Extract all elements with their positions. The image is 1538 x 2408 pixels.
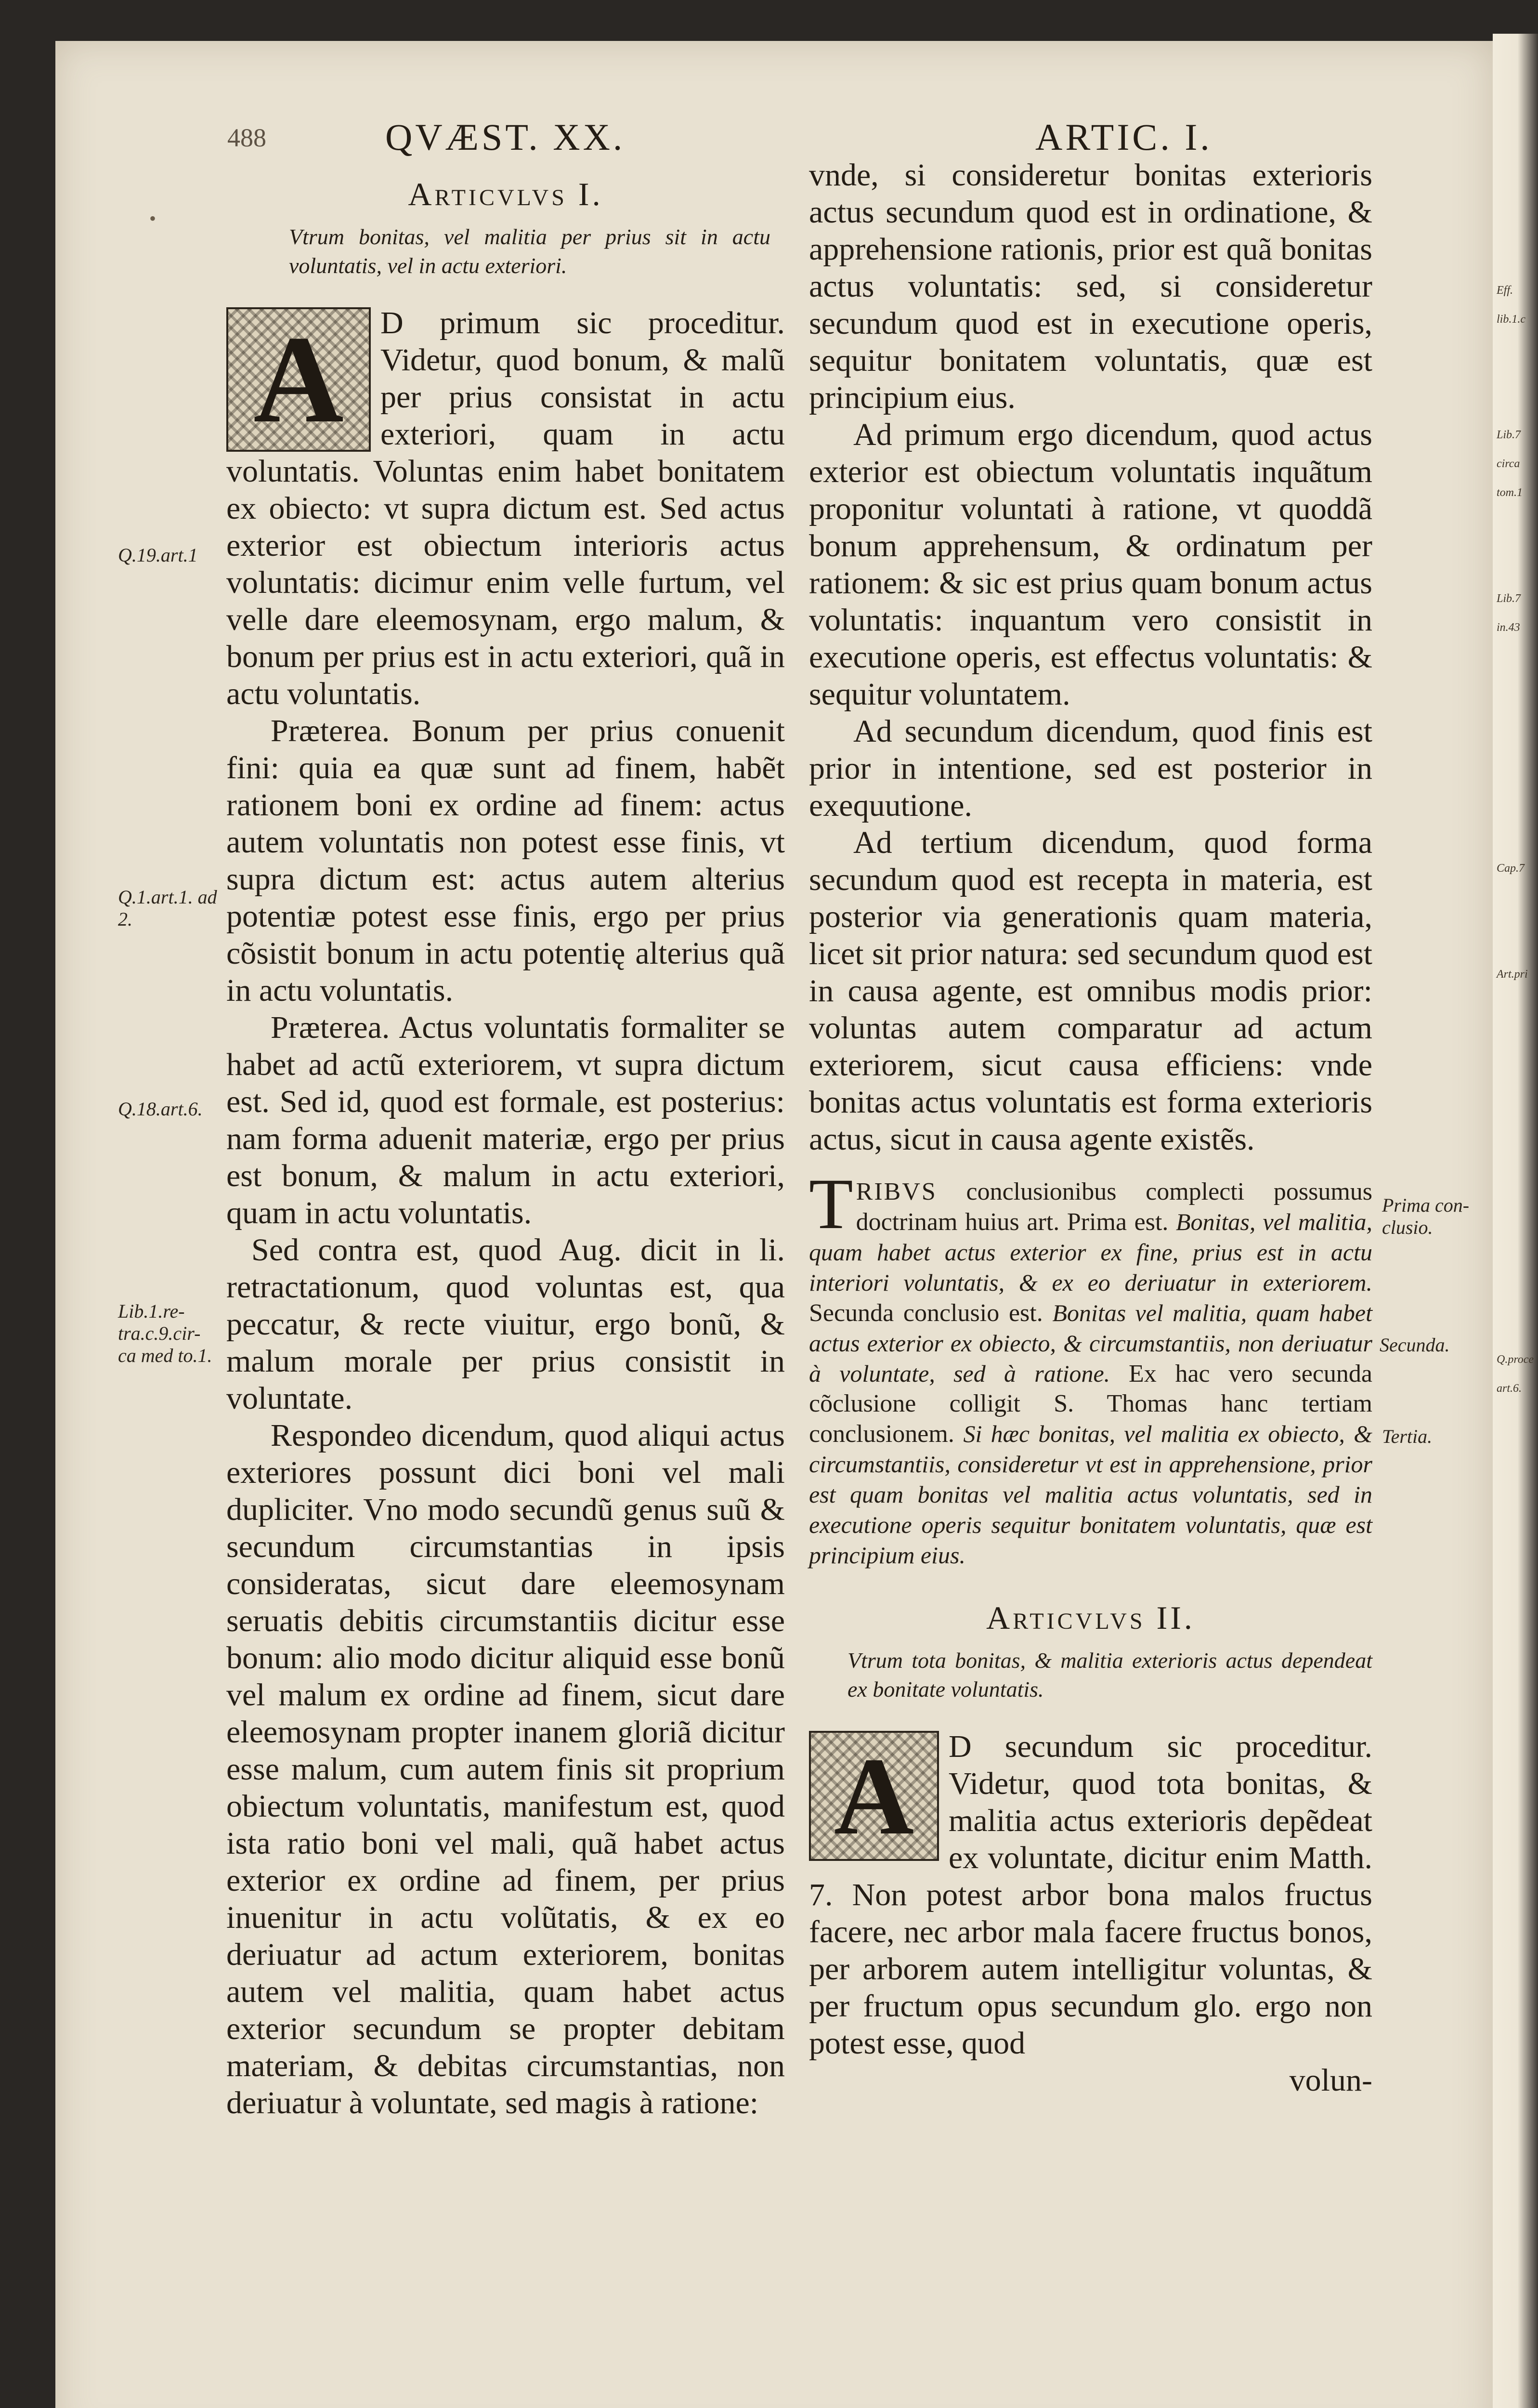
commentary-block xyxy=(809,1164,1373,1570)
decorated-initial: A xyxy=(226,307,371,452)
conclusion-1: Bonitas, vel malitia, quam habet actus exterior ex fine, prius est in actu interiori voluntatis, & ex eo deriuatur in exteriorem. xyxy=(809,1208,1373,1296)
reply-1: Ad primum ergo dicendum, quod actus exterior est obiectum voluntatis inquãtum proponitur voluntati à ratione, vt quoddã bonum apprehensum, & ordinatum per rationem: & sic est prius quam bonum actus voluntatis: inquantum vero consistit in executione operis, est effectus voluntatis: & sequitur voluntatem. xyxy=(809,417,1372,712)
margin-note-conclusion: Secunda. xyxy=(1380,1334,1450,1356)
left-column xyxy=(226,176,785,2121)
conclusion-2: Bonitas vel malitia, quam habet actus exterior ex obiecto, & circumstantiis, non deriuatur à voluntate, sed à ratione. xyxy=(809,1299,1372,1387)
decorated-initial: A xyxy=(809,1731,939,1861)
right-column xyxy=(809,157,1372,2099)
running-header-question: QVÆST. XX. xyxy=(385,116,626,158)
margin-note-reference: Lib.1.re- tra.c.9.cir- ca med to.1. xyxy=(118,1300,212,1366)
objection-1: D primum sic proceditur. Videtur, quod bonum, & malũ per prius consistat in actu exteriori, quam in actu voluntatis. Voluntas enim habet bonitatem ex obiecto: vt supra dictum est. Sed actus exterior est obiectum interioris actus voluntatis: dicimur enim velle furtum, vel velle dare eleemosynam, ergo malum, & bonum per prius est in actu exteriori, quã in actu voluntatis. xyxy=(226,305,785,711)
sed-contra: Sed contra est, quod Aug. dicit in li. retractationum, quod voluntas est, qua peccatur, & recte viuitur, ergo bonũ, & malum morale per prius consistit in voluntate. xyxy=(226,1232,785,1416)
spine-fragment: Q.proce xyxy=(1497,1353,1534,1366)
margin-note-reference: Q.18.art.6. xyxy=(118,1098,203,1120)
respondeo-continued: vnde, si consideretur bonitas exterioris actus secundum quod est in ordinatione, & apprehensione rationis, prior est quã bonitas actus voluntatis: sed, si consideretur secundum quod est in executione operis, sequitur bonitatem voluntatis, quæ est principium eius. xyxy=(809,157,1372,415)
spine-fragment: tom.1 xyxy=(1497,486,1523,499)
catchword: volun- xyxy=(1289,2063,1372,2098)
respondeo: Respondeo dicendum, quod aliqui actus exteriores possunt dici boni vel mali dupliciter. Vno modo secundũ genus suũ & secundum circumstantias in ipsis consideratas, sicut dare eleemosynam seruatis debitis circumstantiis dicitur esse bonum: alio modo dicitur aliquid esse bonũ vel malum ex ordine ad finem, sicut dare eleemosynam propter inanem gloriã dicitur esse malum, cum autem finis sit proprium obiectum voluntatis, manifestum est, quod ista ratio boni vel mali, quã habet actus exterior ex ordine ad finem, per prius inuenitur in actu volũtatis, & ex eo deriuatur ad actum exteriorem, bonitas autem vel malitia, quam habet actus exterior secundum se propter debitam materiam, & debitas circumstantias, non deriuatur à voluntate, sed magis à ratione: xyxy=(226,1418,785,2120)
objection-3: Præterea. Actus voluntatis formaliter se habet ad actũ exteriorem, vt supra dictum est. Sed id, quod est formale, est posterius: nam forma aduenit materiæ, ergo per prius est bonum, & malum in actu exteriori, quam in actu voluntatis. xyxy=(226,1010,785,1230)
commentary-lead: RIBVS xyxy=(856,1178,937,1205)
commentary-text: conclusionibus complecti possumus doctrinam huius art. Prima est. xyxy=(856,1178,1372,1236)
reply-3: Ad tertium dicendum, quod forma secundum quod est recepta in materia, est posterior via generationis quam materia, licet sit prior natura: sed secundum quod est in causa agente, est omnibus modis prior: voluntas autem comparatur ad actum exteriorem, sicut causa efficiens: vnde bonitas actus voluntatis est forma exterioris actus, sicut in causa agente existẽs. xyxy=(809,825,1372,1157)
commentary-text: Secunda conclusio est. xyxy=(809,1299,1043,1327)
spine-fragment: Eff. xyxy=(1497,284,1513,297)
article-question: Vtrum tota bonitas, & malitia exterioris actus dependeat ex bonitate voluntatis. xyxy=(847,1648,1372,1701)
article-body xyxy=(226,304,785,2121)
article-heading: Articvlvs I. xyxy=(408,176,603,212)
objection-2: Præterea. Bonum per prius conuenit fini: quia ea quæ sunt ad finem, habẽt rationem boni ex ordine ad finem: actus autem voluntatis non potest esse finis, vt supra dictum est: actus autem alterius potentiæ potest esse finis, ergo per prius cõsistit bonum in actu potentię alterius quã in actu voluntatis. xyxy=(226,713,785,1008)
spine-fragment: Art.pri xyxy=(1497,968,1528,981)
margin-note-conclusion: Tertia. xyxy=(1382,1426,1433,1447)
marginal-dot: • xyxy=(149,208,156,229)
spine-fragment: art.6. xyxy=(1497,1382,1522,1395)
reply-2: Ad secundum dicendum, quod finis est prior in intentione, sed est posterior in exequutione. xyxy=(809,714,1372,823)
spine-fragment: lib.1.c xyxy=(1497,313,1525,326)
commentary-text: Ex hac vero secunda cõclusione colligit S. Thomas hanc tertiam conclusionem. xyxy=(809,1360,1373,1448)
article-body xyxy=(809,1728,1372,2099)
spine-fragment: Lib.7 xyxy=(1497,429,1521,441)
margin-note-reference: Q.1.art.1. ad 2. xyxy=(118,886,217,930)
article-question: Vtrum bonitas, vel malitia per prius sit in actu voluntatis, vel in actu exteriori. xyxy=(289,224,770,278)
objection-1: D secundum sic proceditur. Videtur, quod tota bonitas, & malitia actus exterioris depẽdeat ex voluntate, dicitur enim Matth. 7. Non potest arbor bona malos fructus facere, nec arbor mala facere fructus bonos, per arborem autem intelligitur voluntas, & per fructum opus secundum glo. ergo non potest esse, quod xyxy=(809,1729,1372,2061)
running-header-article: ARTIC. I. xyxy=(1035,116,1212,158)
commentary-initial: T xyxy=(809,1164,853,1244)
margin-note-conclusion: Prima con- clusio. xyxy=(1382,1194,1470,1238)
page-number: 488 xyxy=(227,123,266,152)
spine-fragment: Cap.7 xyxy=(1497,862,1525,875)
facing-page-edge xyxy=(1493,34,1538,2408)
spine-fragment: in.43 xyxy=(1497,621,1520,634)
spine-fragment: circa xyxy=(1497,458,1520,470)
conclusion-3: Si hæc bonitas, vel malitia ex obiecto, & circumstantiis, consideretur vt est in apprehensione, prior est quam bonitas vel malitia actus voluntatis, sed in executione operis sequitur bonitatem voluntatis, quæ est principium eius. xyxy=(809,1420,1372,1569)
article-heading: Articvlvs II. xyxy=(986,1599,1195,1636)
spine-fragment: Lib.7 xyxy=(1497,592,1521,605)
margin-note-reference: Q.19.art.1 xyxy=(118,544,198,566)
